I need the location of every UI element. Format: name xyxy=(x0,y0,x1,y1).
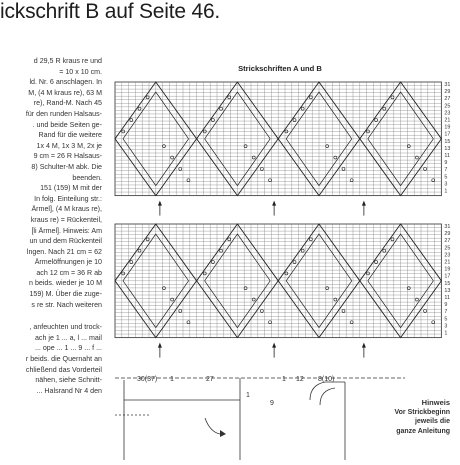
hint-line: ganze Anleitung xyxy=(396,427,450,435)
schematic-label: 9 xyxy=(270,400,274,407)
schematic-label: 8(10) xyxy=(318,376,335,383)
schematic-lines xyxy=(110,370,410,460)
text-line: beenden. xyxy=(72,173,102,182)
text-line: n beids. wieder je 10 M xyxy=(29,279,102,288)
schematic-label: 30(37) xyxy=(137,376,158,383)
row-number: 5 xyxy=(444,174,448,181)
chart-a-svg xyxy=(110,76,455,216)
repeat-arrow-head xyxy=(362,343,366,348)
row-number: 21 xyxy=(444,117,451,124)
text-line: = 10 x 10 cm. xyxy=(59,67,102,76)
text-line: Ärmel], (4 M kraus re), xyxy=(31,205,102,214)
row-number: 9 xyxy=(444,302,448,309)
row-number: 29 xyxy=(444,231,451,238)
row-number: 19 xyxy=(444,266,451,273)
row-number: 25 xyxy=(444,103,451,110)
text-line: ... Halsrand Nr 4 den xyxy=(36,386,102,395)
schematic-label: 1 xyxy=(282,376,286,383)
text-line: ach je 1 ... a, l ... mail xyxy=(34,333,102,342)
text-line: 159) M. Über die zuge- xyxy=(29,290,102,299)
row-number: 31 xyxy=(444,82,451,88)
text-line: 1x 4 M, 1x 3 M, 2x je xyxy=(36,141,102,150)
chart-title: Strickschriften A und B xyxy=(238,64,322,73)
hint-line: Vor Strickbeginn xyxy=(394,408,450,416)
text-line: r beids. die Quernaht an xyxy=(25,355,102,364)
repeat-arrow-head xyxy=(272,343,276,348)
row-number: 13 xyxy=(444,287,451,294)
text-line: un und dem Rückenteil xyxy=(29,237,102,246)
text-line: 8) Schulter-M abk. Die xyxy=(31,162,102,171)
row-number: 31 xyxy=(444,224,451,230)
hint-box xyxy=(395,398,451,436)
text-line: für den runden Halsaus- xyxy=(25,109,102,118)
text-line: 151 (159) M mit der xyxy=(40,184,102,193)
page-heading: ickschrift B auf Seite 46. xyxy=(0,0,221,23)
text-line: Ärmelöffnungen je 10 xyxy=(34,258,102,267)
repeat-arrow-head xyxy=(362,201,366,206)
row-number: 13 xyxy=(444,145,451,152)
row-number: 27 xyxy=(444,96,451,103)
row-number: 3 xyxy=(444,181,448,188)
row-number: 15 xyxy=(444,280,451,287)
row-number: 15 xyxy=(444,138,451,145)
chart-b-svg xyxy=(110,218,455,358)
row-number: 5 xyxy=(444,316,448,323)
text-line: In folg. Einteilung str.: xyxy=(34,194,102,203)
text-line: chließend das Vorderteil xyxy=(25,365,102,374)
knitting-chart-a xyxy=(110,76,455,216)
row-number: 9 xyxy=(444,160,448,167)
text-line: lngen. Nach 21 cm = 62 xyxy=(26,247,102,256)
row-number: 19 xyxy=(444,124,451,131)
text-line: ld. Nr. 6 anschlagen. In xyxy=(29,78,102,87)
row-number: 17 xyxy=(444,273,451,280)
row-number: 29 xyxy=(444,89,451,96)
row-number: 7 xyxy=(444,309,448,316)
text-line: kraus re) = Rückenteil, xyxy=(30,215,102,224)
row-number: 21 xyxy=(444,259,451,266)
schematic-label: 1 xyxy=(170,376,174,383)
text-line: [li Ärmel]. Hinweis: Am xyxy=(31,226,102,235)
text-line: re), Rand-M. Nach 45 xyxy=(33,99,102,108)
row-number: 11 xyxy=(444,295,451,301)
row-number: 25 xyxy=(444,245,451,252)
text-line: . und beide Seiten ge- xyxy=(32,120,102,129)
text-line: ... ope ... 1 ... 9 ... f ... xyxy=(34,344,102,353)
text-line: ach 12 cm = 36 R ab xyxy=(36,268,102,277)
text-line: , anfeuchten und trock- xyxy=(29,323,102,332)
schematic-label: 12 xyxy=(296,376,304,383)
text-line: Rand für die weitere xyxy=(38,131,102,140)
repeat-arrow-head xyxy=(158,201,162,206)
row-number: 17 xyxy=(444,131,451,138)
text-line: s re str. Nach weiteren xyxy=(31,300,102,309)
row-number: 11 xyxy=(444,153,451,159)
repeat-arrow-head xyxy=(158,343,162,348)
row-number: 1 xyxy=(444,330,448,337)
row-number: 23 xyxy=(444,110,451,117)
text-line: d 29,5 R kraus re und xyxy=(33,57,102,65)
row-number: 27 xyxy=(444,238,451,245)
text-line xyxy=(0,310,102,322)
row-number: 3 xyxy=(444,323,448,330)
row-number: 1 xyxy=(444,188,448,195)
text-line: 9 cm = 26 R Halsaus- xyxy=(33,152,102,161)
row-number: 7 xyxy=(444,167,448,174)
instruction-text-column xyxy=(0,56,102,460)
schematic-label: 27 xyxy=(206,376,214,383)
schematic-label: 1 xyxy=(246,392,250,399)
hint-title: Hinweis xyxy=(421,398,450,407)
knitting-chart-b xyxy=(110,218,455,358)
row-number: 23 xyxy=(444,252,451,259)
text-line: M, (4 M kraus re), 63 M xyxy=(28,88,102,97)
hint-line: jeweils die xyxy=(414,418,450,425)
repeat-arrow-head xyxy=(272,201,276,206)
text-line: nähen, siehe Schnitt- xyxy=(35,376,102,385)
